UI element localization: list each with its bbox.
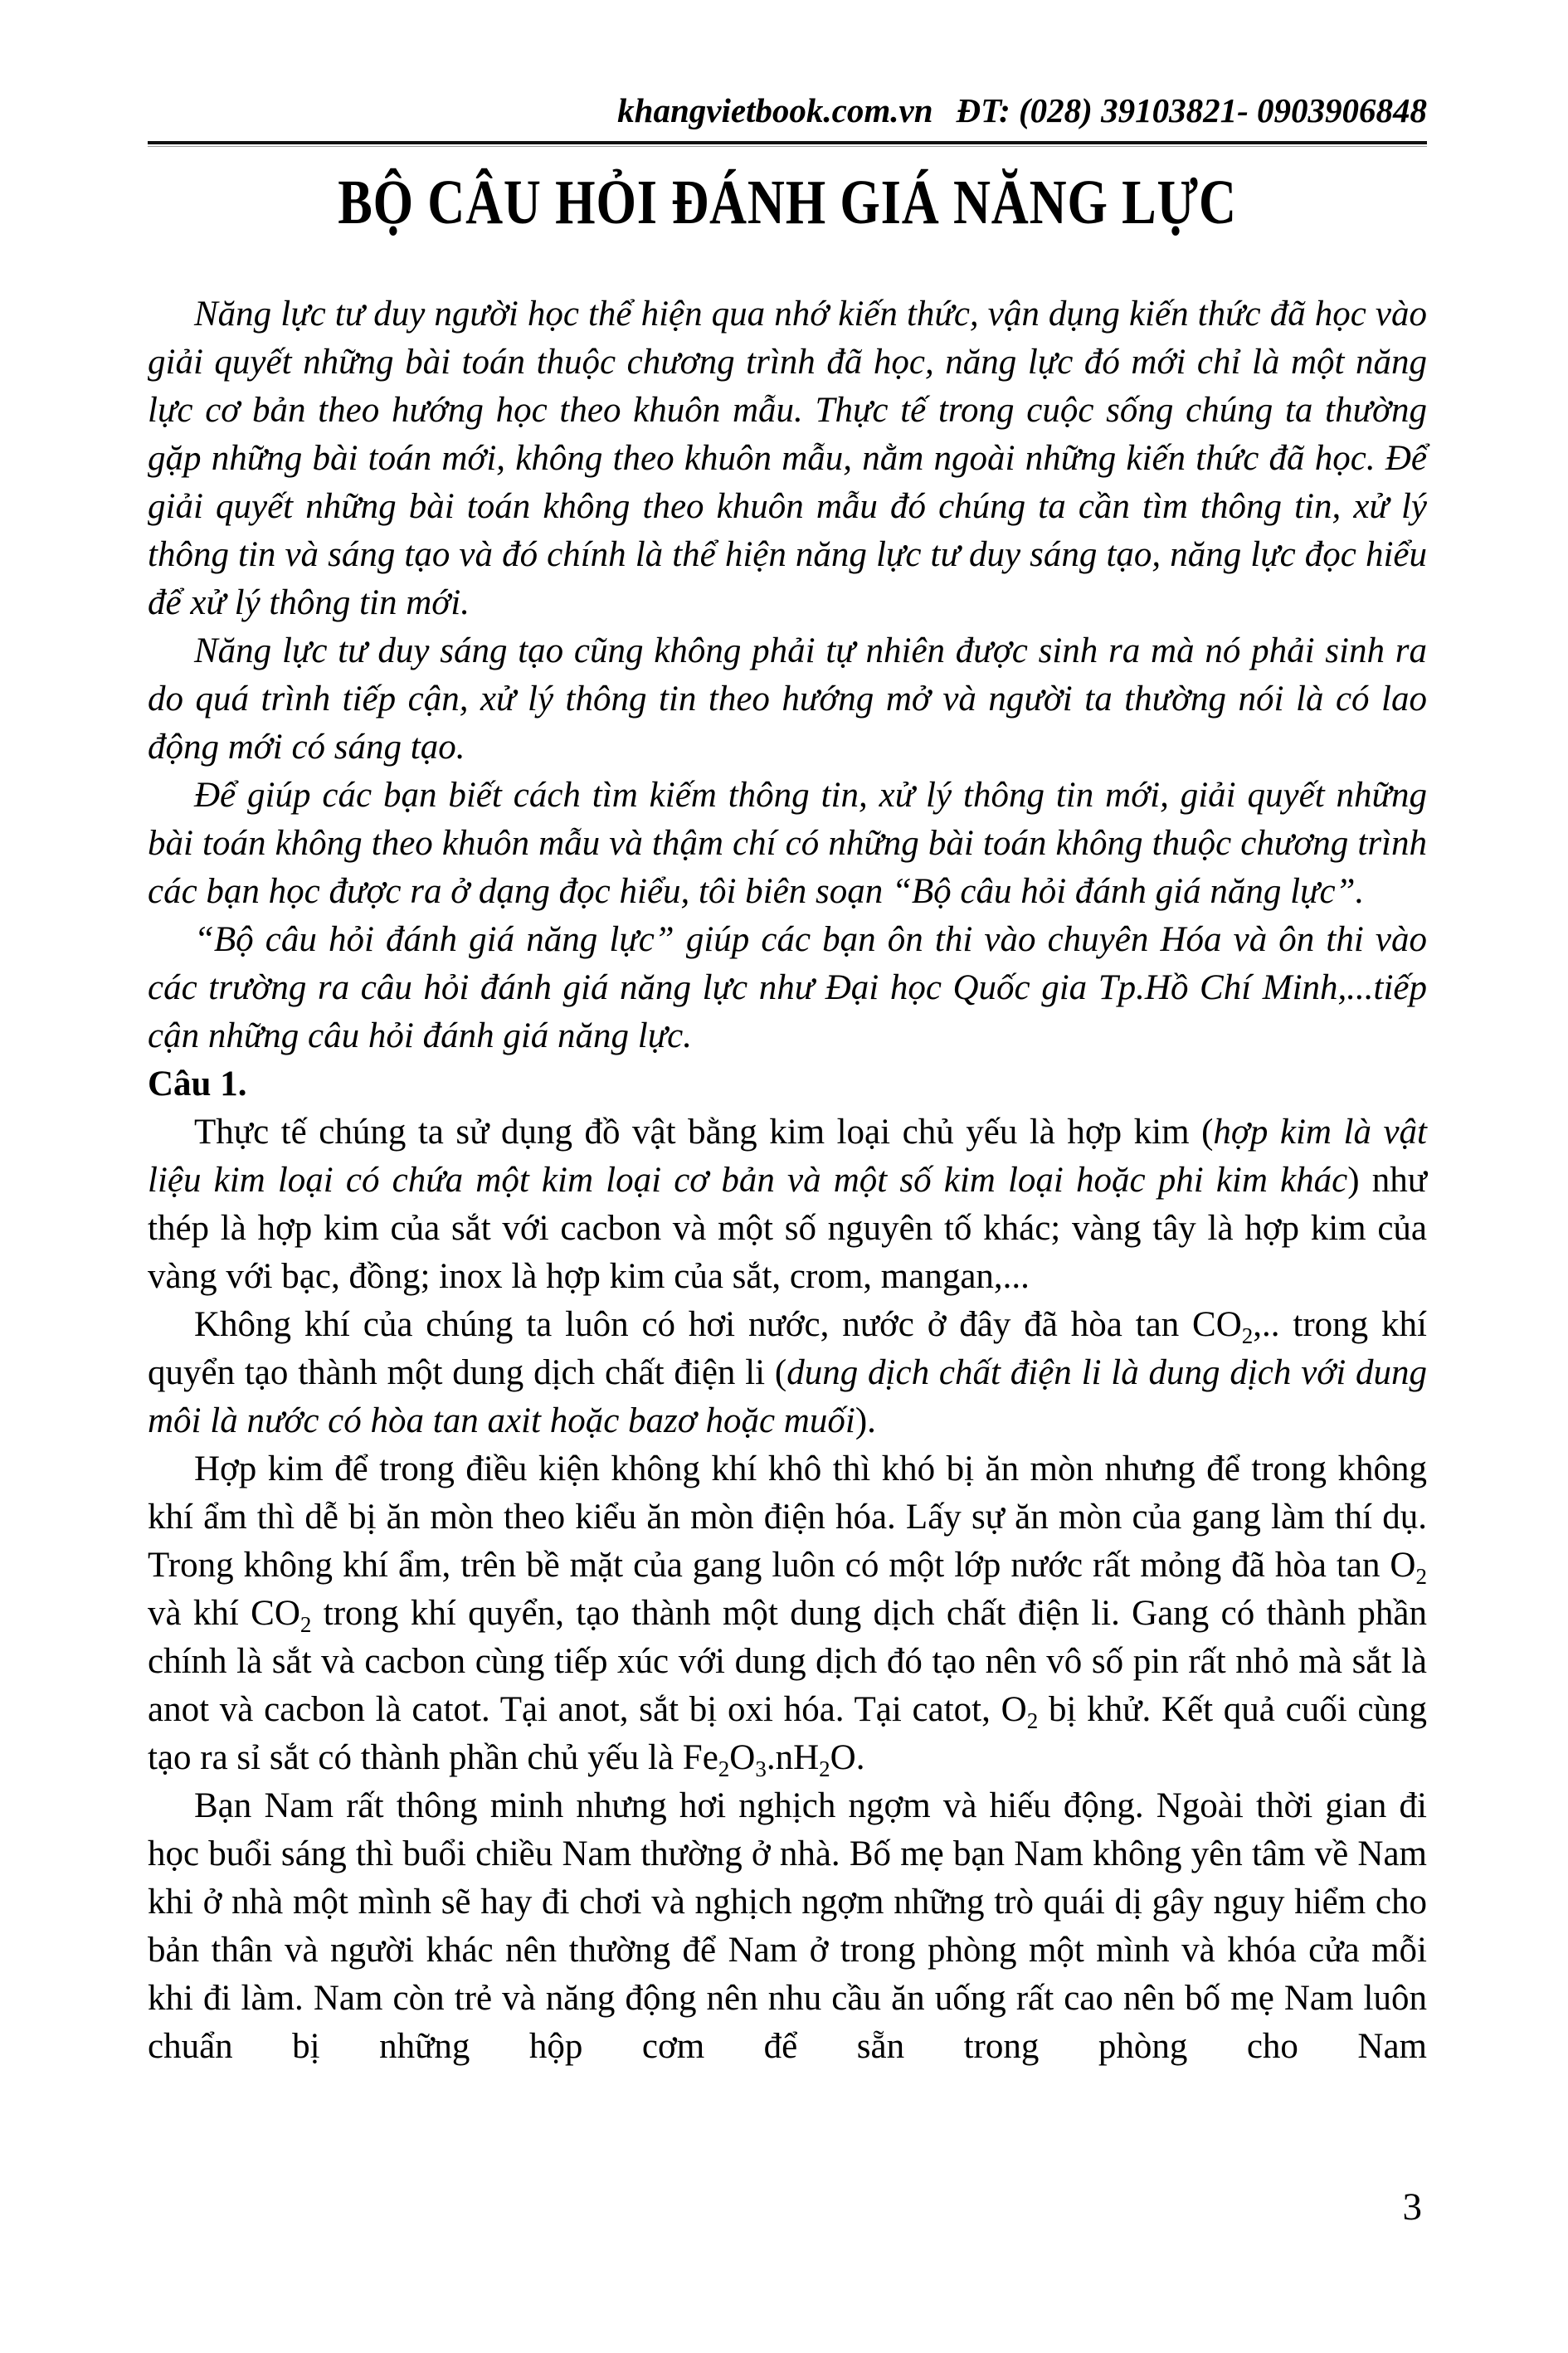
header-rule (148, 141, 1427, 148)
paragraph: Thực tế chúng ta sử dụng đồ vật bằng kim loại chủ yếu là hợp kim (hợp kim là vật liệu kim loại có chứa một kim loại cơ bản và một số kim loại hoặc phi kim khác) như thép là hợp kim của sắt với cacbon và một số nguyên tố khác; vàng tây là hợp kim của vàng với bạc, đồng; inox là hợp kim của sắt, crom, mangan,... (148, 1113, 1428, 1296)
paragraph: Năng lực tư duy người học thể hiện qua nhớ kiến thức, vận dụng kiến thức đã học vào giải quyết những bài toán thuộc chương trình đã học, năng lực đó mới chỉ là một năng lực cơ bản theo hướng học theo khuôn mẫu. Thực tế trong cuộc sống chúng ta thường gặp những bài toán mới, không theo khuôn mẫu, nằm ngoài những kiến thức đã học. Để giải quyết những bài toán không theo khuôn mẫu đó chúng ta cần tìm thông tin, xử lý thông tin và sáng tạo và đó chính là thể hiện năng lực tư duy sáng tạo, năng lực đọc hiểu để xử lý thông tin mới. (148, 295, 1427, 622)
paragraph: Để giúp các bạn biết cách tìm kiếm thông tin, xử lý thông tin mới, giải quyết những bài toán không theo khuôn mẫu và thậm chí có những bài toán không thuộc chương trình các bạn học được ra ở dạng đọc hiểu, tôi biên soạn “Bộ câu hỏi đánh giá năng lực”. (148, 776, 1427, 911)
subscript: 3 (755, 1756, 767, 1781)
header-phone: ĐT: (028) 39103821- 0903906848 (956, 91, 1427, 129)
question-label: Câu 1. (148, 1064, 247, 1103)
subscript: 2 (299, 1612, 312, 1637)
subscript: 2 (1026, 1708, 1039, 1733)
subscript: 2 (819, 1756, 830, 1781)
subscript: 2 (1415, 1564, 1427, 1589)
page-header (148, 0, 1427, 148)
paragraph: Không khí của chúng ta luôn có hơi nước, nước ở đây đã hòa $\tan CO_2$,.. trong khí quyển tạo thành một dung dịch chất điện li (dung dịch chất điện li là dung dịch với dung môi là nước có hòa tan axit hoặc bazơ hoặc muối). (148, 1305, 1427, 1440)
header-contact-line (148, 91, 1427, 129)
paragraph: “Bộ câu hỏi đánh giá năng lực” giúp các bạn ôn thi vào chuyên Hóa và ôn thi vào các trường ra câu hỏi đánh giá năng lực như Đại học Quốc gia Tp.Hồ Chí Minh,...tiếp cận những câu hỏi đánh giá năng lực. (148, 920, 1427, 1055)
paragraph: Năng lực tư duy sáng tạo cũng không phải tự nhiên được sinh ra mà nó phải sinh ra do quá trình tiếp cận, xử lý thông tin theo hướng mở và người ta thường nói là có lao động mới có sáng tạo. (148, 631, 1427, 767)
page-number: 3 (1402, 2185, 1422, 2229)
subscript: 2 (718, 1756, 730, 1781)
header-website: khangvietbook.com.vn (617, 91, 933, 129)
page-title: BỘ CÂU HỎI ĐÁNH GIÁ NĂNG LỰC (338, 168, 1237, 237)
subscript: 2 (1241, 1323, 1254, 1348)
paragraph: Bạn Nam rất thông minh nhưng hơi nghịch ngợm và hiếu động. Ngoài thời gian đi học buổi sáng thì buổi chiều Nam thường ở nhà. Bố mẹ bạn Nam không yên tâm về Nam khi ở nhà một mình sẽ hay đi chơi và nghịch ngợm những trò quái dị gây nguy hiểm cho bản thân và người khác nên thường để Nam ở trong phòng một mình và khóa cửa mỗi khi đi làm. Nam còn trẻ và năng động nên nhu cầu ăn uống rất cao nên bố mẹ Nam luôn chuẩn bị những hộp cơm để sẵn trong phòng cho Nam (148, 1786, 1427, 2066)
document-body (148, 290, 1427, 2071)
paragraph: Hợp kim để trong điều kiện không khí khô thì khó bị ăn mòn nhưng để trong không khí ẩm thì dễ bị ăn mòn theo kiểu ăn mòn điện hóa. Lấy sự ăn mòn của gang làm thí dụ. Trong không khí ẩm, trên bề mặt của gang luôn có một lớp nước rất mỏng đã hòa $\tan O_2$ và khí $CO_2$ trong khí quyển, tạo thành một dung dịch chất điện li. Gang có thành phần chính là sắt và cacbon cùng tiếp xúc với dung dịch đó tạo nên vô số pin rất nhỏ mà sắt là anot và cacbon là catot. Tại anot, sắt bị oxi hóa. Tại catot, $O_2$ bị khử. Kết quả cuối cùng tạo ra sỉ sắt có thành phần chủ yếu là $Fe_2O_3.nH_2O$. (148, 1449, 1427, 1781)
